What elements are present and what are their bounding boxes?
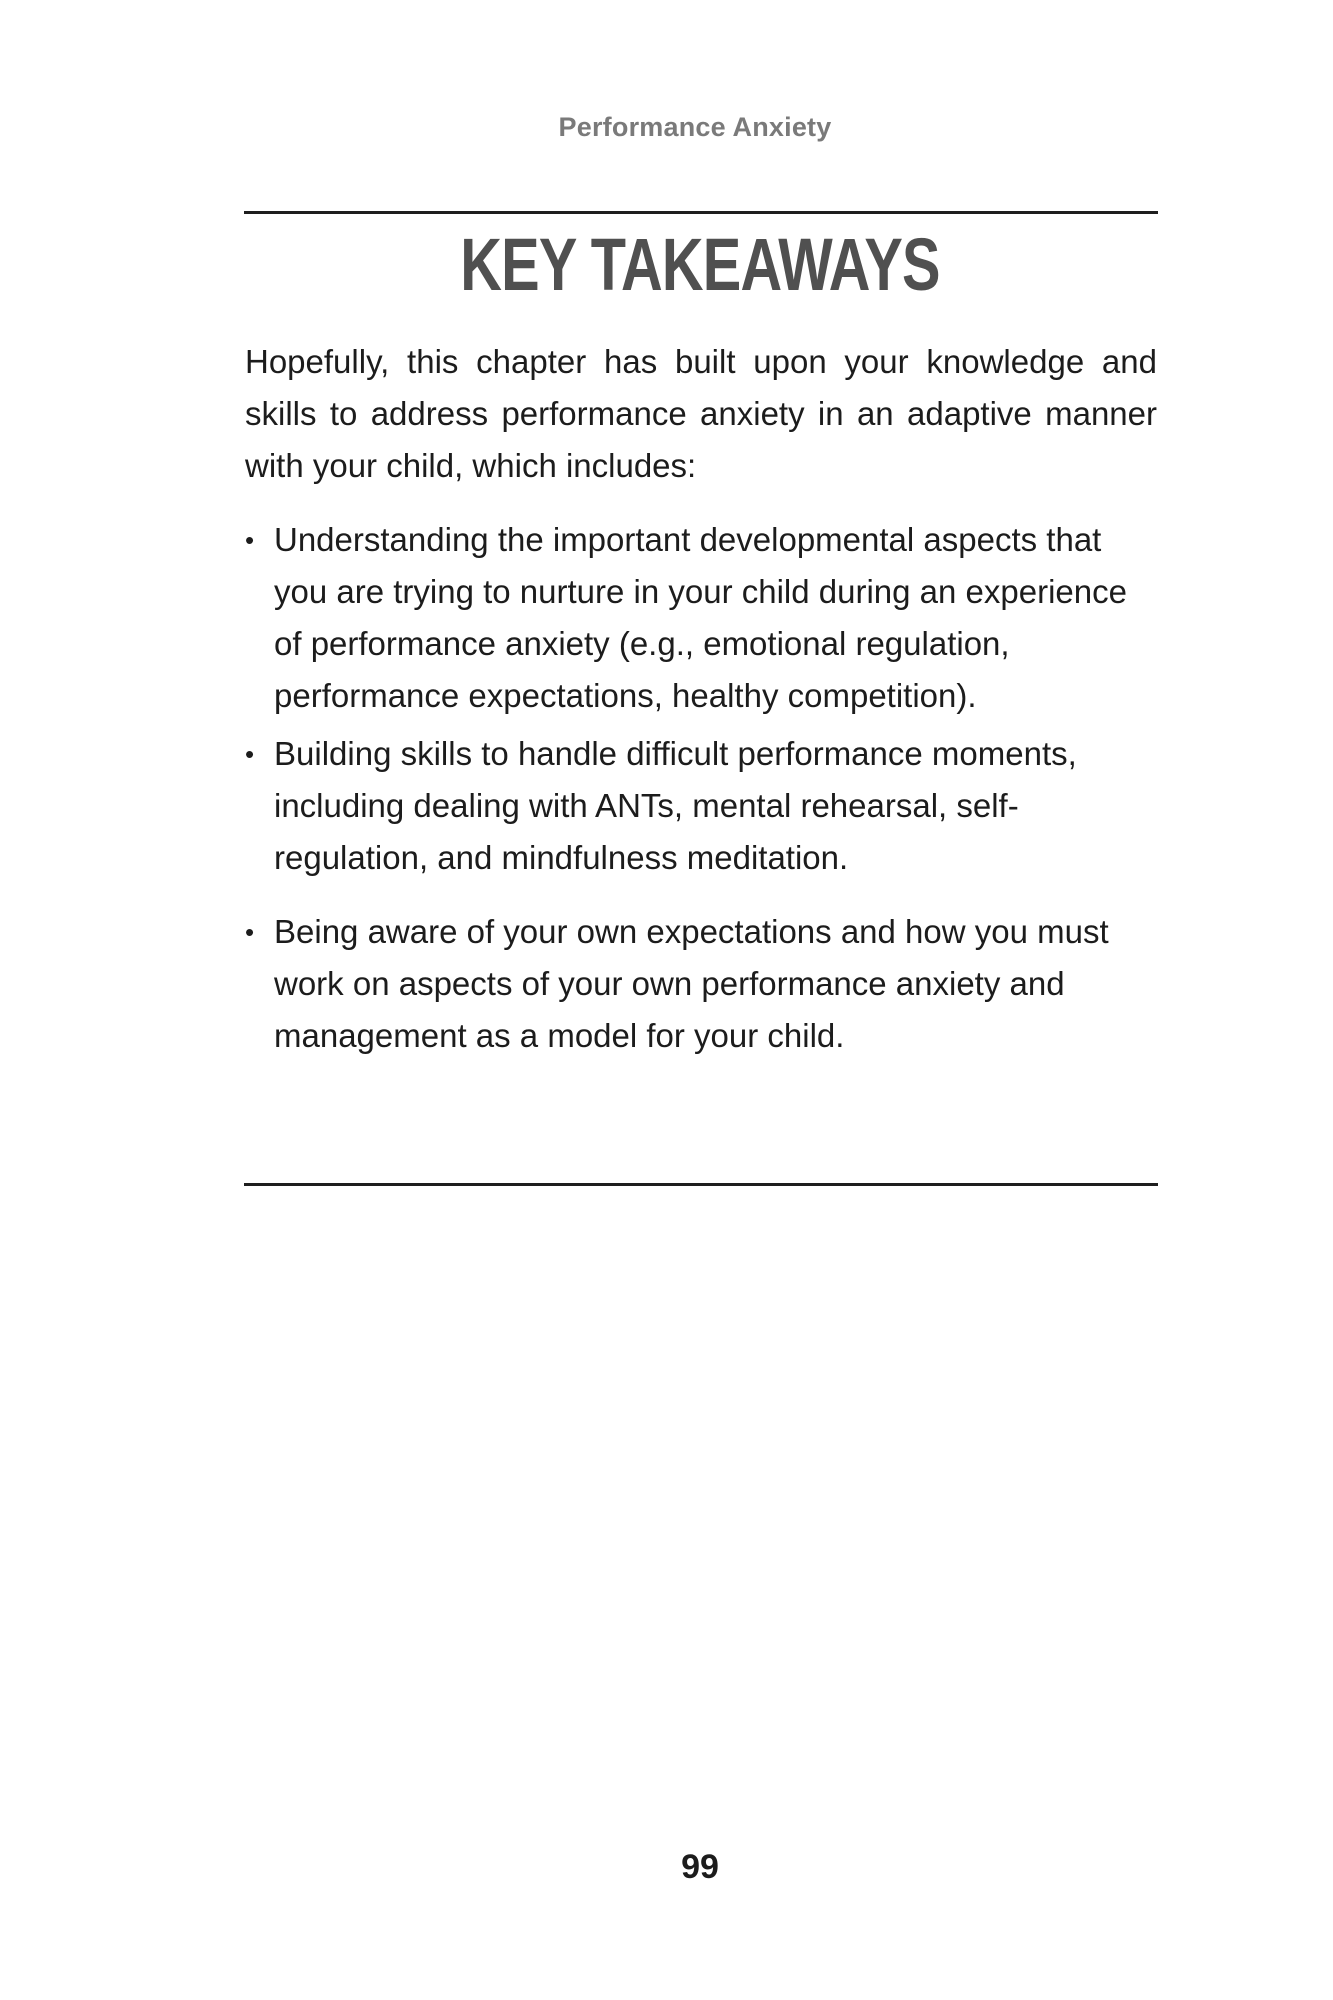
list-item-text: Understanding the important developmental aspects that you are trying to nurture in your child during an experience of performance anxiety (e.g., emotional regulation, performance expectations, healthy competition). xyxy=(274,521,1127,714)
box-title: KEY TAKEAWAYS xyxy=(460,223,940,306)
running-head: Performance Anxiety xyxy=(558,112,832,142)
list-item xyxy=(245,514,1157,722)
box-bottom-rule xyxy=(244,1183,1158,1186)
bullet-icon: • xyxy=(245,739,255,769)
list-item xyxy=(245,906,1157,1062)
bullet-icon: • xyxy=(245,917,255,947)
takeaways-list xyxy=(245,514,1157,1062)
list-item-text: Building skills to handle difficult performance moments, including dealing with ANTs, mental rehearsal, self-regulation, and mindfulness meditation. xyxy=(274,735,1077,876)
list-item-text: Being aware of your own expectations and how you must work on aspects of your own performance anxiety and management as a model for your child. xyxy=(274,913,1109,1054)
list-item xyxy=(245,728,1157,884)
box-top-rule xyxy=(244,211,1158,214)
page-number: 99 xyxy=(681,1848,719,1886)
bullet-icon: • xyxy=(245,525,255,555)
intro-paragraph: Hopefully, this chapter has built upon your knowledge and skills to address performance anxiety in an adaptive manner with your child, which includes: xyxy=(245,343,1157,484)
